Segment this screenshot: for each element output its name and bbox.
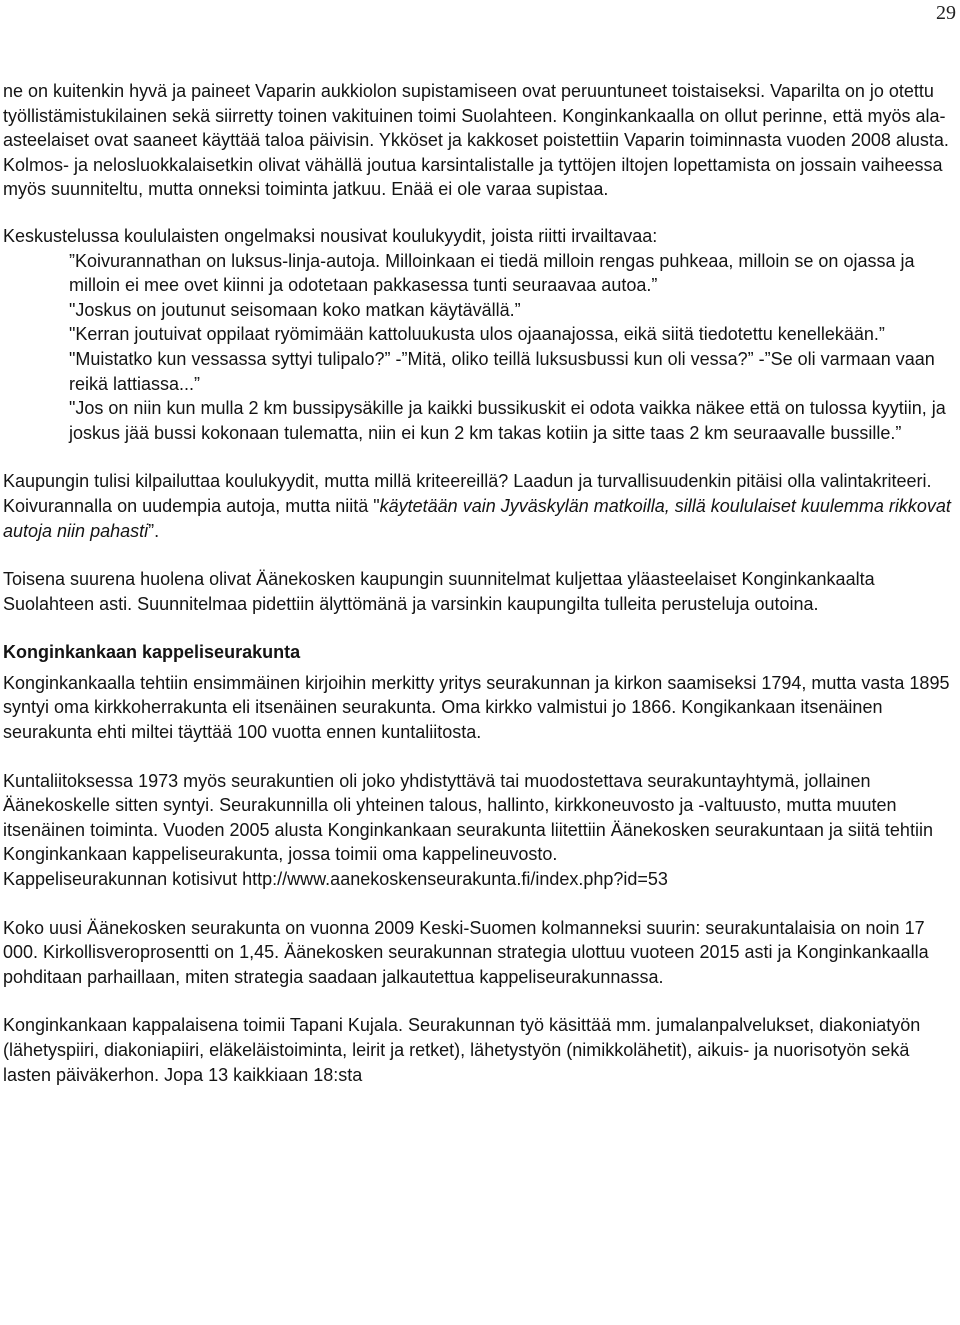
paragraph-school-transport-intro: Keskustelussa koululaisten ongelmaksi nousivat koulukyydit, joista riitti irvailtavaa: bbox=[3, 225, 658, 246]
section-heading: Konginkankaan kappeliseurakunta bbox=[3, 642, 301, 663]
paragraph-kuntaliitos: Kuntaliitoksessa 1973 myös seurakuntien oli joko yhdistyttävä tai muodostettava seurakuntayhtymä, jollainen Äänekoskelle sitten syntyi. Seurakunnilla oli yhteinen talous, hallinto, kirkkoneuvosto ja -valtuusto, mutta muuten itsenäinen toiminta. Vuoden 2005 alusta Konginkankaan seurakunta liitettiin Äänekosken seurakuntaan ja siitä tehtiin Konginkankaan kappeliseurakunta, jossa toimii oma kappelineuvosto. bbox=[3, 770, 933, 865]
paragraph-seurakunta-history: Konginkankaalla tehtiin ensimmäinen kirjoihin merkitty yritys seurakunnan ja kirkon saamiseksi 1794, mutta vasta 1895 syntyi oma kirkkoherrakunta eli itsenäinen seurakunta. Oma kirkko valmistui jo 1866. Kongikankaan itsenäinen seurakunta ehti miltei täyttää 100 vuotta ennen kuntaliitosta. bbox=[3, 672, 950, 743]
paragraph-kilpailutus-italic: käytetään vain Jyväskylän matkoilla, sillä koululaiset kuulemma rikkovat autoja niin pahasti bbox=[3, 495, 951, 541]
paragraph-uusi-seurakunta: Koko uusi Äänekosken seurakunta on vuonna 2009 Keski-Suomen kolmanneksi suurin: seurakuntalaisia on noin 17 000. Kirkollisveroprosentti on 1,45. Äänekosken seurakunnan strategia ulottuu vuoteen 2015 asti ja Konginkankaalla pohditaan parhaillaan, miten strategia saadaan jalkautettua kappeliseurakunnassa. bbox=[3, 917, 929, 987]
homepage-link-text: Kappeliseurakunnan kotisivut http://www.aanekoskenseurakunta.fi/index.php?id=53 bbox=[3, 869, 668, 890]
page-number: 29 bbox=[936, 2, 956, 24]
paragraph-kilpailutus-start: Kaupungin tulisi kilpailuttaa koulukyydit, mutta millä kriteereillä? Laadun ja turvallisuudenkin pitäisi olla valintakriteeri. Koivurannalla on uudempia autoja, mutta niitä " bbox=[3, 471, 932, 516]
quote-tulipalo: "Muistatko kun vessassa syttyi tulipalo?” -”Mitä, oliko teillä luksusbussi kun oli vessa?” -”Se oli varmaan vaan reikä lattiassa...” bbox=[69, 348, 935, 394]
paragraph-kilpailutus-end: ”. bbox=[148, 520, 160, 541]
paragraph-vapari: ne on kuitenkin hyvä ja paineet Vaparin aukkiolon supistamiseen ovat peruuntuneet toistaiseksi. Vaparilta on jo otettu työllistämistukilainen sekä siirretty toinen vakituinen toimi Suolahteen. Konginkankaalla on ollut perinne, että myös ala-asteelaiset ovat saaneet käyttää taloa päivisin. Ykköset ja kakkoset poistettiin Vaparin toiminnasta vuoden 2008 alusta. Kolmos- ja nelosluokkalaisetkin olivat vähällä joutua karsintalistalle ja tyttöjen iltojen lopettamista on jossain vaiheessa myös suunniteltu, mutta onneksi toiminta jatkuu. Enää ei ole varaa supistaa. bbox=[3, 81, 949, 200]
quote-kattoluukku: "Kerran joutuivat oppilaat ryömimään kattoluukusta ulos ojaanajossa, eikä siitä tiedotettu kenellekään.” bbox=[69, 324, 885, 345]
paragraph-suunnitelmat: Toisena suurena huolena olivat Äänekosken kaupungin suunnitelmat kuljettaa yläasteelaiset Konginkankaalta Suolahteen asti. Suunnitelmaa pidettiin älyttömänä ja varsinkin kaupungilta tulleita perusteluja outoina. bbox=[3, 569, 875, 614]
paragraph-kappalainen: Konginkankaan kappalaisena toimii Tapani Kujala. Seurakunnan työ käsittää mm. jumalanpalvelukset, diakoniatyön (lähetyspiiri, diakoniapiiri, eläkeläistoiminta, leirit ja retket), lähetystyön (nimikkolähetit), aikuis- ja nuorisotyön sekä lasten päiväkerhon. Jopa 13 kaikkiaan 18:sta bbox=[3, 1015, 921, 1085]
document-body bbox=[3, 79, 953, 1087]
quote-seisomaan: "Joskus on joutunut seisomaan koko matkan käytävällä.” bbox=[69, 299, 521, 320]
quote-luksus: ”Koivurannathan on luksus-linja-autoja. Milloinkaan ei tiedä milloin rengas puhkeaa, milloin se on ojassa ja milloin ei mee ovet kiinni ja odotetaan pakkasessa tunti seuraavaa autoa.” bbox=[69, 250, 915, 296]
paragraph-kilpailutus bbox=[3, 469, 953, 543]
quote-bussipysakki: "Jos on niin kun mulla 2 km bussipysäkille ja kaikki bussikuskit ei odota vaikka näkee että on tulossa kyytiin, ja joskus jää bussi kokonaan tulematta, niin ei kun 2 km takas kotiin ja sitte taas 2 km seuraavalle bussille.” bbox=[69, 398, 946, 443]
